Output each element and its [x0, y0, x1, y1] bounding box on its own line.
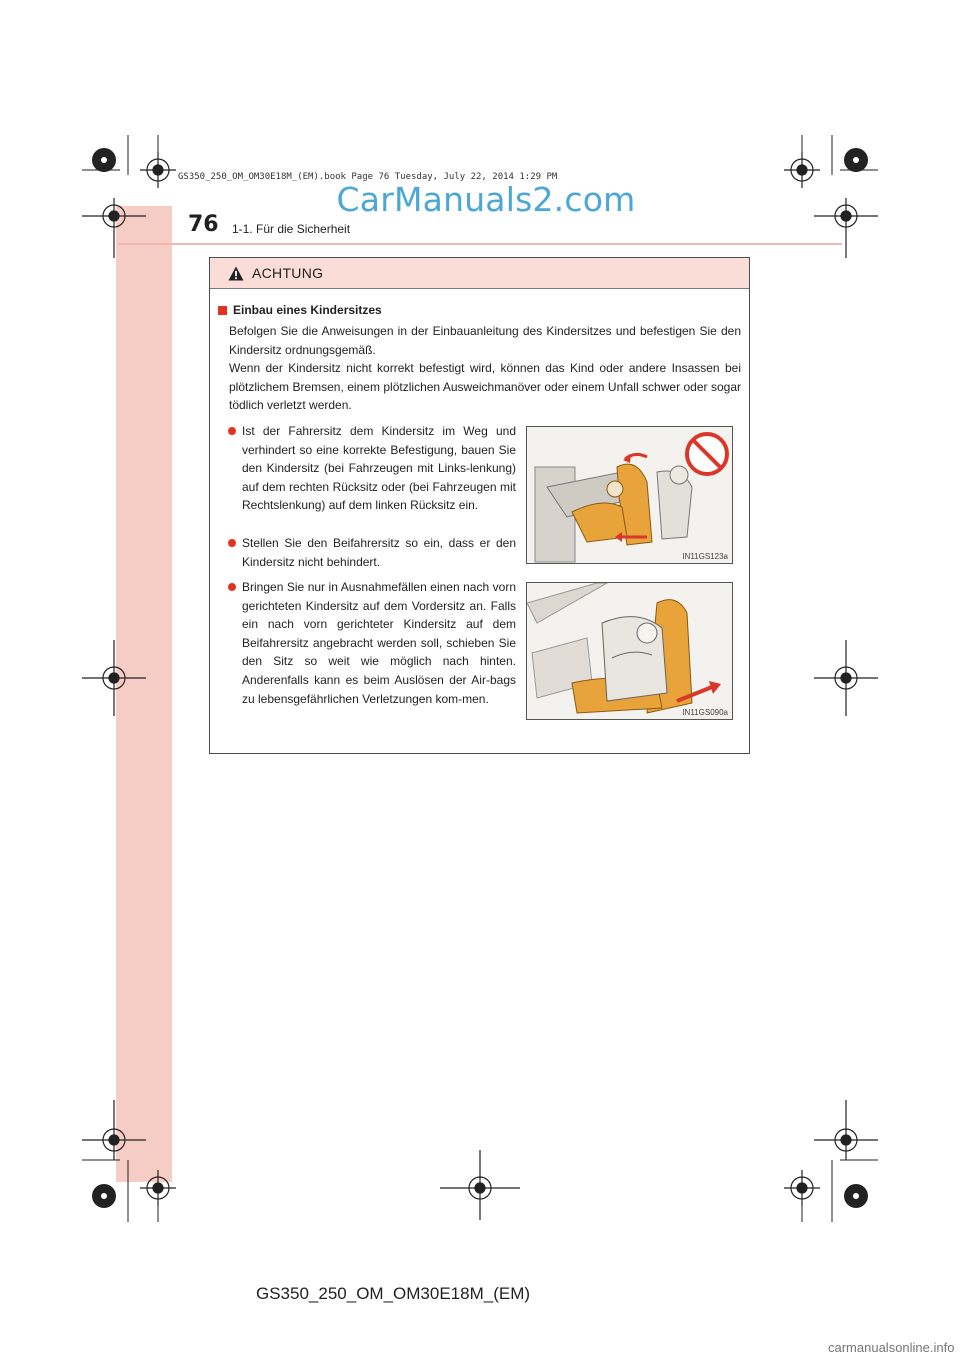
watermark-bottom: carmanualsonline.info	[828, 1340, 955, 1355]
bullet-item	[228, 578, 516, 708]
front-seat-child-seat-illustration	[527, 583, 733, 720]
radial-mark-bottom-left	[92, 1184, 116, 1208]
square-bullet-icon	[218, 306, 227, 315]
radial-mark-top-right	[844, 148, 868, 172]
crosshair-top-right-2	[814, 198, 878, 258]
bullet-dot-icon	[228, 427, 236, 435]
child-seat-blocked-illustration	[527, 427, 733, 564]
warning-box	[209, 257, 750, 754]
bullet-item	[228, 422, 516, 515]
crosshair-mid-right	[814, 640, 878, 716]
figure-front-passenger-seat	[526, 582, 733, 720]
bullet-dot-icon	[228, 583, 236, 591]
radial-mark-bottom-right	[844, 1184, 868, 1208]
figure-2-label: IN11GS090a	[682, 708, 728, 717]
bullet-dot-icon	[228, 539, 236, 547]
warning-header	[210, 258, 749, 289]
book-info-line: GS350_250_OM_OM30E18M_(EM).book Page 76 Tuesday, July 22, 2014 1:29 PM	[178, 172, 558, 182]
crosshair-bottom-left-2	[140, 1170, 176, 1206]
crosshair-top-left-1	[140, 152, 176, 188]
crosshair-bottom-right-2	[784, 1170, 820, 1206]
warning-triangle-icon	[228, 266, 244, 281]
warning-title: ACHTUNG	[252, 265, 324, 281]
paragraph-2: Wenn der Kindersitz nicht korrekt befestigt wird, können das Kind oder andere Insassen bei plötzlichem Bremsen, einem plötzlichen Ausweichmanöver oder einem Unfall schwer oder sogar tödlich verletzt werden.	[229, 361, 741, 412]
paragraph-1: Befolgen Sie die Anweisungen in der Einbauanleitung des Kindersitzes und befestigen Sie den Kindersitz ordnungsgemäß.	[229, 324, 741, 357]
section-title: 1-1. Für die Sicherheit	[232, 222, 351, 236]
figure-1-label: IN11GS123a	[682, 552, 728, 561]
watermark-top: CarManuals2.com	[336, 180, 636, 219]
bullet-text: Stellen Sie den Beifahrersitz so ein, dass er den Kindersitz nicht behindert.	[242, 536, 516, 569]
header-rule	[118, 243, 842, 245]
bullet-item	[228, 534, 516, 571]
warning-heading: Einbau eines Kindersitzes	[233, 303, 382, 317]
footer-document-code: GS350_250_OM_OM30E18M_(EM)	[256, 1284, 531, 1303]
crosshair-top-left-2	[82, 198, 146, 258]
crosshair-bottom-left-1	[82, 1100, 146, 1160]
bullet-text: Bringen Sie nur in Ausnahmefällen einen nach vorn gerichteten Kindersitz auf dem Vordersitz an. Falls ein nach vorn gerichteter Kindersitz auf dem Beifahrersitz angebracht werden soll, schieben Sie den Sitz so weit wie möglich nach hinten. Anderenfalls kann es beim Auslösen der Air-bags zu lebensgefährlichen Verletzungen kom-men.	[242, 580, 516, 706]
crosshair-bottom-right-1	[814, 1100, 878, 1160]
warning-heading-row	[218, 303, 382, 317]
bullet-text: Ist der Fahrersitz dem Kindersitz im Weg und verhindert so eine korrekte Befestigung, bauen Sie den Kindersitz (bei Fahrzeugen mit Links-lenkung) auf dem rechten Rücksitz oder (bei Fahrzeugen mit Rechtslenkung) auf dem linken Rücksitz ein.	[242, 424, 516, 513]
crosshair-mid-left	[82, 640, 146, 716]
crosshair-top-right-1	[784, 152, 820, 188]
crosshair-bottom-center	[440, 1150, 520, 1220]
figure-child-seat-blocked	[526, 426, 733, 564]
page-number: 76	[188, 212, 219, 237]
radial-mark-top-left	[92, 148, 116, 172]
warning-paragraph	[229, 322, 741, 415]
